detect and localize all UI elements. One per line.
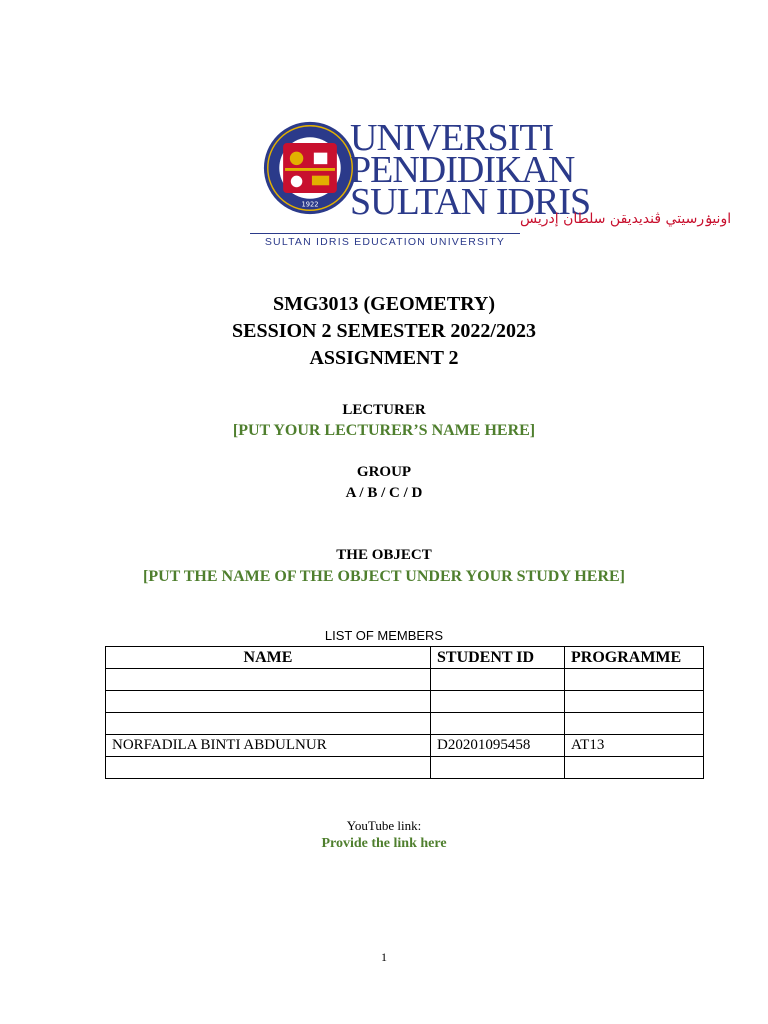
youtube-label: YouTube link: (346, 818, 422, 833)
table-row (106, 669, 704, 691)
member-id-cell (431, 669, 565, 691)
table-row (106, 691, 704, 713)
lecturer-label: LECTURER (342, 402, 426, 418)
logo-text-line-3: SULTAN IDRIS (350, 181, 591, 223)
assignment-title: ASSIGNMENT 2 (309, 347, 459, 369)
session-title: SESSION 2 SEMESTER 2022/2023 (232, 320, 536, 342)
member-programme-cell (565, 669, 704, 691)
table-row (106, 713, 704, 735)
member-programme-cell (565, 713, 704, 735)
member-name-cell (106, 691, 431, 713)
jawi-script (354, 207, 732, 229)
member-name-cell (106, 669, 431, 691)
member-id-cell (431, 691, 565, 713)
member-name-cell: NORFADILA BINTI ABDULNUR (106, 735, 431, 757)
member-id-cell (431, 713, 565, 735)
page-number: 1 (381, 950, 387, 964)
member-id-cell (431, 757, 565, 779)
member-name-cell (106, 757, 431, 779)
member-programme-cell: AT13 (565, 735, 704, 757)
member-id-cell: D20201095458 (431, 735, 565, 757)
member-name-cell (106, 713, 431, 735)
group-options: A / B / C / D (345, 485, 423, 501)
header-name: NAME (106, 647, 431, 669)
header-programme: PROGRAMME (565, 647, 704, 669)
member-programme-cell (565, 691, 704, 713)
members-table (105, 646, 704, 779)
logo-text-line-1: UNIVERSITI (350, 117, 554, 159)
group-label: GROUP (356, 464, 412, 480)
member-programme-cell (565, 757, 704, 779)
header-student-id: STUDENT ID (431, 647, 565, 669)
table-row (106, 735, 704, 757)
university-seal-icon (262, 120, 358, 216)
seal-year: 1922 (301, 200, 319, 209)
members-caption: LIST OF MEMBERS (324, 628, 444, 643)
course-title: SMG3013 (GEOMETRY) (272, 293, 496, 315)
table-header-row (106, 647, 704, 669)
svg-text:اونيۏرسيتي ڤنديديقن سلطان إدري: اونيۏرسيتي ڤنديديقن سلطان إدريس (520, 211, 732, 227)
youtube-link-placeholder: Provide the link here (321, 836, 447, 851)
logo-tagline: SULTAN IDRIS EDUCATION UNIVERSITY (250, 233, 520, 248)
lecturer-placeholder: [PUT YOUR LECTURER’S NAME HERE] (232, 422, 536, 439)
university-logo (250, 115, 732, 250)
logo-text-line-2: PENDIDIKAN (350, 149, 575, 191)
object-label: THE OBJECT (336, 547, 432, 563)
table-row (106, 757, 704, 779)
object-placeholder: [PUT THE NAME OF THE OBJECT UNDER YOUR STUDY HERE] (143, 568, 625, 585)
